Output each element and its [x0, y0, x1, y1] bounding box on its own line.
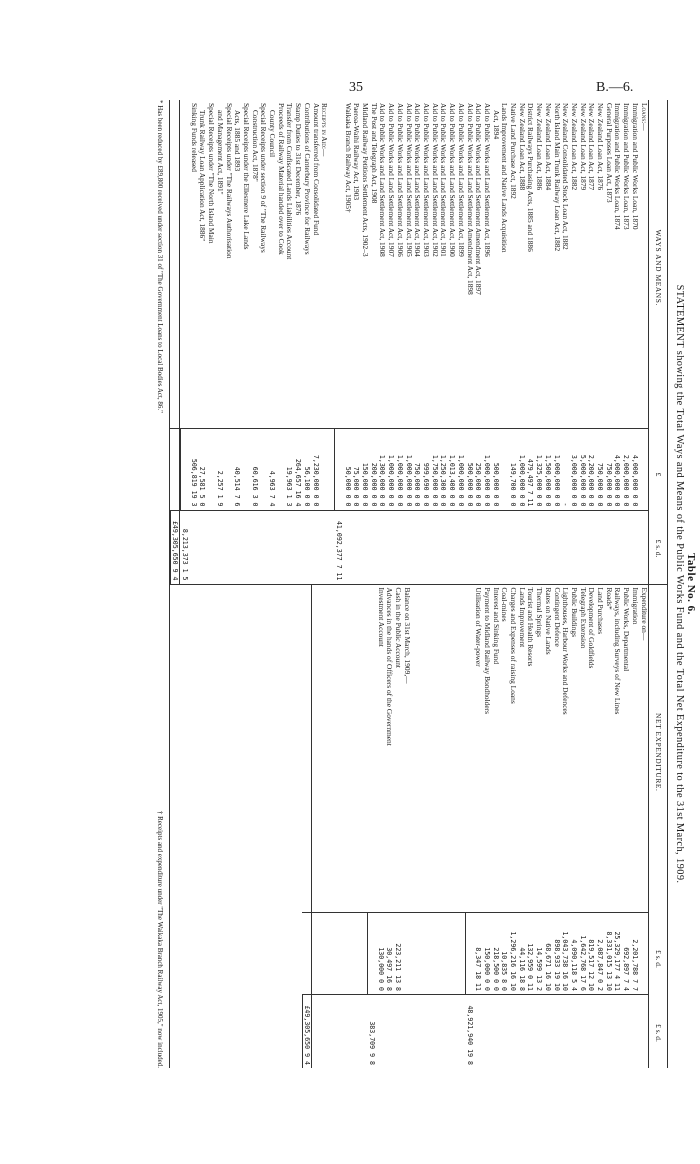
expenditure-row	[534, 585, 543, 1069]
balance-label-row	[402, 585, 411, 1069]
loan-row-label: Aid to Public Works and Land Settlement Act, 1907	[387, 103, 397, 257]
loan-row-amount: 1,325,000 0 0	[534, 428, 543, 510]
expenditure-label: Expenditure on—	[639, 587, 649, 641]
loan-row-label: Midland Railway Petitions Settlement Acts, 1902–3	[361, 103, 371, 257]
receipt-row	[276, 100, 285, 584]
receipt-row-amount	[241, 428, 250, 510]
balance-row-amount: 130,000 0 0	[376, 912, 385, 994]
expenditure-row-amount: 2,201,788 7 7	[630, 912, 639, 994]
receipt-row	[259, 100, 268, 584]
loan-row-amount: 4,000,000 0 0	[613, 428, 622, 510]
loan-row-label: Aid to Public Works and Land Settlement Act, 1900	[448, 103, 458, 257]
balance-label: Balance on 31st March, 1909,—	[402, 587, 412, 684]
loan-row	[456, 100, 465, 584]
expenditure-row-label: Immigration	[630, 587, 640, 625]
receipt-row-amount: 7,230,000 0 0	[311, 428, 320, 510]
footnote-2: † Receipts and expenditure under "The Waikaka Branch Railway Act, 1905," now included.	[155, 810, 164, 1068]
ways-grand-total-row	[170, 100, 181, 584]
net-expenditure-column	[170, 585, 667, 1069]
loan-row	[343, 100, 352, 584]
expenditure-row	[569, 585, 578, 1069]
loan-row-amount: 1,000,000 0 0	[552, 428, 561, 510]
expenditure-heading: NET EXPENDITURE.	[653, 713, 663, 792]
loan-row-label: Lands Improvement and Native Lands Acquisition	[500, 103, 510, 253]
loan-row-amount: 149,700 0 0	[508, 428, 517, 510]
expenditure-row-label: Public Buildings	[569, 587, 579, 637]
loan-row-label: Aid to Public Works and Land Settlement Amendment Act, 1897	[474, 103, 484, 295]
expenditure-row-label: Rates on Native Lands	[543, 587, 553, 655]
loan-row-label: New Zealand Loan Act, 1882	[569, 103, 579, 191]
balance-row	[385, 585, 394, 1069]
loan-row-amount: 500,000 0 0	[491, 428, 500, 510]
expenditure-row-label: Land Purchases	[596, 587, 606, 635]
receipt-row-label: Proceeds of Railway Material handed over to Cook	[276, 103, 286, 255]
receipt-row-amount: 2,257 1 9	[215, 428, 224, 510]
receipt-row-label: Trunk Railway Loan Application Act, 1886"	[198, 110, 208, 242]
loan-row-amount: 999,690 0 0	[421, 428, 430, 510]
loan-row-label: Act, 1894	[491, 110, 501, 140]
loan-row-amount: 4,000,000 0 0	[630, 428, 639, 510]
receipt-row	[293, 100, 302, 584]
table-number: Table No. 6.	[685, 553, 697, 615]
loan-row	[430, 100, 439, 584]
expenditure-row	[491, 585, 500, 1069]
receipt-row-amount: 19,963 1 3	[285, 428, 294, 510]
loan-row-amount: 1,000,000 0 0	[517, 428, 526, 510]
expenditure-row	[630, 585, 639, 1069]
footnote-1: * Has been reduced by £89,800 received under section 31 of "The Government Loans to Local Bodies Act, 86."	[155, 100, 164, 414]
loan-row-amount: 2,200,000 0 0	[587, 428, 596, 510]
receipt-row	[267, 100, 276, 584]
receipts-label-row	[320, 100, 329, 584]
expenditure-grand-total: £49,305,650 9 4	[302, 994, 312, 1068]
receipts-total-row	[180, 100, 189, 584]
loan-row	[395, 100, 404, 584]
loan-row	[587, 100, 596, 584]
loan-row	[561, 100, 570, 584]
loan-row	[404, 100, 413, 584]
loan-row-label: New Zealand Loan Act, 1884	[543, 103, 553, 191]
loan-row-amount: 1,250,300 0 0	[439, 428, 448, 510]
receipt-row-amount	[259, 428, 268, 510]
expenditure-row-amount: 25,329,177 4 11	[613, 912, 622, 994]
receipt-row-label: and Management Act, 1891"	[215, 110, 225, 195]
expenditure-row-label: Railways, including Surveys of New Lines	[613, 587, 623, 715]
loans-total-row	[334, 100, 343, 584]
receipt-row-amount	[224, 428, 233, 510]
expenditure-row-amount: 218,500 0 0	[491, 912, 500, 994]
loan-row-label: Aid to Public Works and Land Settlement Act, 1903	[422, 103, 432, 257]
receipt-row-amount: 60,616 3 0	[250, 428, 259, 510]
loan-row	[604, 100, 613, 584]
receipt-row-amount: 4,963 7 4	[267, 428, 276, 510]
loan-row-label: Aid to Public Works and Land Settlement Act, 1908	[378, 103, 388, 257]
loan-row	[465, 100, 474, 584]
balance-row-amount: 223,211 13 8	[393, 912, 402, 994]
receipt-row-amount: 506,819 19 3	[189, 428, 198, 510]
expenditure-grand-total-row	[302, 585, 313, 1069]
loan-row-amount	[500, 428, 509, 510]
loan-row	[534, 100, 543, 584]
loan-row	[630, 100, 639, 584]
expenditure-row-amount: 2,087,847 0 2	[595, 912, 604, 994]
ways-currency-2: £ s. d.	[653, 539, 663, 558]
statement-table	[169, 100, 668, 1068]
expenditure-row-amount: 68,671 16 10	[543, 912, 552, 994]
receipt-row	[302, 100, 311, 584]
loan-row-amount: 200,000 0 0	[369, 428, 378, 510]
loan-row	[387, 100, 396, 584]
expenditure-row-amount: 150,000 0 0	[482, 912, 491, 994]
receipt-row-amount: 27,581 5 0	[198, 428, 207, 510]
balance-row-label: Investment Account	[376, 587, 386, 647]
loan-row	[595, 100, 604, 584]
expenditure-row-label: Development of Goldfields	[587, 587, 597, 669]
expenditure-row-amount: 819,517 12 10	[587, 912, 596, 994]
expenditure-row	[517, 585, 526, 1069]
receipt-row-label: Stamp Duties to 31st December, 1876	[294, 103, 304, 216]
loans-label-row	[639, 100, 648, 584]
expenditure-row-amount: 44,116 18 8	[517, 912, 526, 994]
expenditure-row-label: Utilisation of Water-power	[474, 587, 484, 667]
loan-row	[474, 100, 483, 584]
document-reference: B.—6.	[596, 80, 634, 95]
loan-row	[500, 100, 509, 584]
loan-row-amount: 750,000 0 0	[604, 428, 613, 510]
loan-row	[517, 100, 526, 584]
expenditure-label-row	[639, 585, 648, 1069]
loan-row	[491, 100, 500, 584]
receipt-row	[206, 100, 215, 584]
loan-row	[578, 100, 587, 584]
balance-row-amount: 30,497 16 8	[385, 912, 394, 994]
receipt-row-amount: 40,514 7 6	[233, 428, 242, 510]
receipt-row	[285, 100, 294, 584]
loan-row	[482, 100, 491, 584]
loan-row	[552, 100, 561, 584]
statement-sheet	[155, 100, 695, 1068]
expenditure-row	[561, 585, 570, 1069]
loan-row	[369, 100, 378, 584]
expenditure-row-amount: 10,835 8 0	[500, 912, 509, 994]
loan-row-amount: 500,000 0 0	[465, 428, 474, 510]
loan-row-label: New Zealand Loan Act, 1877	[587, 103, 597, 191]
loan-row-label: Immigration and Public Works Loan, 1873	[622, 103, 632, 230]
loan-row-label: Native Land Purchase Act, 1892	[509, 103, 519, 199]
expenditure-row-label: Tourist and Health Resorts	[526, 587, 536, 667]
loan-row-amount: 5,000,000 0 0	[578, 428, 587, 510]
expenditure-row-label: Public Works, Departmental	[622, 587, 632, 672]
expenditure-row-amount: 14,599 13 2	[534, 912, 543, 994]
expenditure-row	[508, 585, 517, 1069]
expenditure-row-amount: 132,959 0 11	[526, 912, 535, 994]
receipt-row-label: Contributions of Canterbury Province for Railways	[302, 103, 312, 255]
expenditure-row	[543, 585, 552, 1069]
expenditure-row-label: Payment to Midland Railway Bondholders	[482, 587, 492, 714]
balance-row-label: Advances in the hands of Officers of the Government	[385, 587, 395, 746]
loan-row-amount: 1,500,000 0 0	[543, 428, 552, 510]
loan-row-amount: 1,300,000 0 0	[378, 428, 387, 510]
expenditure-row	[474, 585, 483, 1069]
expenditure-row-amount: 8,347 18 11	[474, 912, 483, 994]
loan-row	[378, 100, 387, 584]
loan-row	[569, 100, 578, 584]
exp-currency-2: £ s. d.	[653, 1024, 663, 1042]
loan-row	[421, 100, 430, 584]
balance-row-label: Cash in the Public Account	[394, 587, 404, 668]
expenditure-row	[595, 585, 604, 1069]
loan-row	[360, 100, 369, 584]
loan-row	[543, 100, 552, 584]
loan-row-amount: 1,000,000 0 0	[404, 428, 413, 510]
receipts-label: Receipts in Aid:—	[320, 103, 330, 157]
receipt-row	[311, 100, 320, 584]
expenditure-row-label: Lighthouses, Harbour Works and Defences	[561, 587, 571, 715]
loan-row	[613, 100, 622, 584]
loan-row-label: The Post and Telegraph Act, 1908	[369, 103, 379, 204]
receipt-row	[224, 100, 233, 584]
receipt-row-amount: 264,657 16 4	[293, 428, 302, 510]
expenditure-row-label: Lands Improvement	[517, 587, 527, 648]
receipt-row	[241, 100, 250, 584]
loan-row-amount: 750,000 0 0	[413, 428, 422, 510]
loan-row	[621, 100, 630, 584]
expenditure-row-amount: 4,090,118 5 4	[569, 912, 578, 994]
expenditure-row-label: Contingent Defence	[552, 587, 562, 647]
expenditure-row-amount: 1,043,738 16 10	[561, 912, 570, 994]
loans-list	[343, 100, 639, 584]
loan-row-label: Aid to Public Works and Land Settlement Act, 1899	[456, 103, 466, 257]
expenditure-row	[621, 585, 630, 1069]
receipt-row-amount	[276, 428, 285, 510]
receipt-row-label: Special Receipts under section 9 of "The Railways	[259, 103, 269, 253]
expenditure-row-amount: 1,642,768 17 6	[578, 912, 587, 994]
loan-row-label: Immigration and Public Works Loan, 1874	[613, 103, 623, 230]
receipt-row-label: Acts, 1885 and 1893	[233, 110, 243, 172]
footnotes	[155, 100, 164, 1068]
loan-row-label: Aid to Public Works and Land Settlement Act, 1896	[482, 103, 492, 257]
ways-grand-total: £49,305,650 9 4	[170, 510, 180, 584]
expenditure-row	[500, 585, 509, 1069]
expenditure-row	[482, 585, 491, 1069]
expenditure-row	[578, 585, 587, 1069]
loan-row-label: Aid to Public Works and Land Settlement Act, 1902	[430, 103, 440, 257]
loan-row-amount: 3,000,000 0 0	[569, 428, 578, 510]
expenditure-row	[613, 585, 622, 1069]
receipt-row	[215, 100, 224, 584]
loan-row-amount: 1,000,000 0 0	[456, 428, 465, 510]
expenditure-row-label: Thermal Springs	[535, 587, 545, 637]
exp-currency-1: £ s. d.	[653, 950, 663, 968]
loan-row-amount: 2,000,000 0 0	[621, 428, 630, 510]
page-number: 35	[349, 80, 363, 95]
loan-row-amount: 50,000 0 0	[343, 428, 352, 510]
loan-row-label: New Zealand Consolidated Stock Loan Act, 1882	[561, 103, 571, 250]
loan-row-label: General Purposes Loan Act, 1873	[604, 103, 614, 203]
expenditure-row-label: Roads*	[604, 587, 614, 610]
expenditure-row-label: Coal-mines	[500, 587, 510, 622]
loans-total: 41,092,377 7 11	[334, 510, 343, 584]
receipt-row	[189, 100, 198, 584]
expenditure-row-amount: 1,296,216 16 10	[508, 912, 517, 994]
balance-total-row	[367, 585, 376, 1069]
expenditure-row-label: Telegraph Extension	[578, 587, 588, 649]
expenditure-row-amount: 692,897 7 4	[621, 912, 630, 994]
receipt-row	[198, 100, 207, 584]
loan-row-amount: 1,000,000 0 0	[482, 428, 491, 510]
receipt-row-label: Amount transferred from Consolidated Fund	[311, 103, 321, 236]
loan-row-label: Immigration and Public Works Loan, 1870	[630, 103, 640, 230]
loan-row	[439, 100, 448, 584]
expenditure-total: 48,921,940 19 8	[465, 994, 474, 1068]
receipts-list	[189, 100, 320, 584]
receipt-row	[233, 100, 242, 584]
receipt-row-amount: 56,100 0 0	[302, 428, 311, 510]
loan-row-label: Aid to Public Works and Land Settlement Act, 1901	[439, 103, 449, 257]
ways-heading: WAYS AND MEANS.	[653, 229, 663, 306]
loan-row-label: Paeroa-Waihi Railway Act, 1903	[352, 103, 362, 201]
expenditure-row	[552, 585, 561, 1069]
expenditure-row-amount: 898,933 19 10	[552, 912, 561, 994]
loan-row	[526, 100, 535, 584]
receipts-total: 8,213,373 1 5	[180, 510, 189, 584]
loan-row	[413, 100, 422, 584]
loan-row	[447, 100, 456, 584]
loan-row-amount: 1,750,000 0 0	[430, 428, 439, 510]
loan-row-label: North Island Main Trunk Railway Loan Act, 1882	[552, 103, 562, 252]
balance-total: 383,709 9 8	[367, 994, 376, 1068]
expenditure-row-label: Charges and Expenses of raising Loans	[509, 587, 519, 704]
receipt-row-label: Special Receipts under the Ellesmere Lake Lands	[241, 103, 251, 250]
expenditure-total-row	[465, 585, 474, 1069]
loan-row-amount: 150,000 0 0	[360, 428, 369, 510]
loan-row-amount: 1,000,000 0 0	[395, 428, 404, 510]
receipt-row-label: Sinking Funds released	[189, 103, 199, 172]
expenditure-row	[526, 585, 535, 1069]
loan-row-amount: 75,000 0 0	[352, 428, 361, 510]
ways-currency-1: £	[653, 472, 663, 477]
loan-row-label: New Zealand Loan Act, 1879	[578, 103, 588, 191]
receipt-row	[250, 100, 259, 584]
loan-row-label: Aid to Public Works and Land Settlement Act, 1904	[413, 103, 423, 257]
receipt-row-label: Construction Act, 1878"	[250, 110, 260, 182]
loan-row	[508, 100, 517, 584]
expenditure-row	[604, 585, 613, 1069]
balance-list	[376, 585, 402, 1069]
loan-row-amount: 750,000 0 0	[595, 428, 604, 510]
loan-row-label: New Zealand Loan Act, 1876	[596, 103, 606, 191]
loan-row	[352, 100, 361, 584]
table-caption: STATEMENT showing the Total Ways and Means of the Public Works Fund and the Total Net Expenditure to the 31st March, 1909.	[674, 284, 686, 884]
balance-row	[393, 585, 402, 1069]
ways-header	[648, 100, 667, 584]
loan-row-label: Aid to Public Works and Land Settlement Act, 1906	[395, 103, 405, 257]
loan-row-label: New Zealand Loan Act, 1886	[535, 103, 545, 191]
receipt-row-label: Transfer from Confiscated Lands Liabilities Account	[285, 103, 295, 260]
loan-row-label: Aid to Public Works and Land Settlement Amendment Act, 1898	[465, 103, 475, 295]
expenditure-list	[474, 585, 639, 1069]
loan-row-amount: -	[561, 428, 570, 510]
receipt-row-label: Special Receipts under "The North Island Main	[207, 103, 217, 244]
loan-row-amount: 1,013,400 0 0	[447, 428, 456, 510]
receipt-row-amount	[206, 428, 215, 510]
expenditure-header	[648, 585, 667, 1069]
receipt-row-label: County Council	[268, 110, 278, 158]
expenditure-row-amount: 8,331,015 13 10	[604, 912, 613, 994]
loan-row-amount: 250,000 0 0	[474, 428, 483, 510]
expenditure-row	[587, 585, 596, 1069]
expenditure-row-label: Interest and Sinking Fund	[491, 587, 501, 665]
receipt-row-label: Special Receipts under "The Railways Authorisation	[224, 103, 234, 259]
ways-and-means-column	[170, 100, 667, 585]
loan-row-label: Waikaka Branch Railway Act, 1905†	[343, 103, 353, 213]
loan-row-amount: 1,000,000 0 0	[387, 428, 396, 510]
loans-label: Loans:—	[639, 103, 649, 131]
loan-row-label: Aid to Public Works and Land Settlement Act, 1905	[404, 103, 414, 257]
loan-row-label: District Railways Purchasing Acts, 1885 and 1886	[526, 103, 536, 252]
balance-row	[376, 585, 385, 1069]
loan-row-label: New Zealand Loan Act, 1888	[517, 103, 527, 191]
loan-row-amount: 479,497 7 11	[526, 428, 535, 510]
